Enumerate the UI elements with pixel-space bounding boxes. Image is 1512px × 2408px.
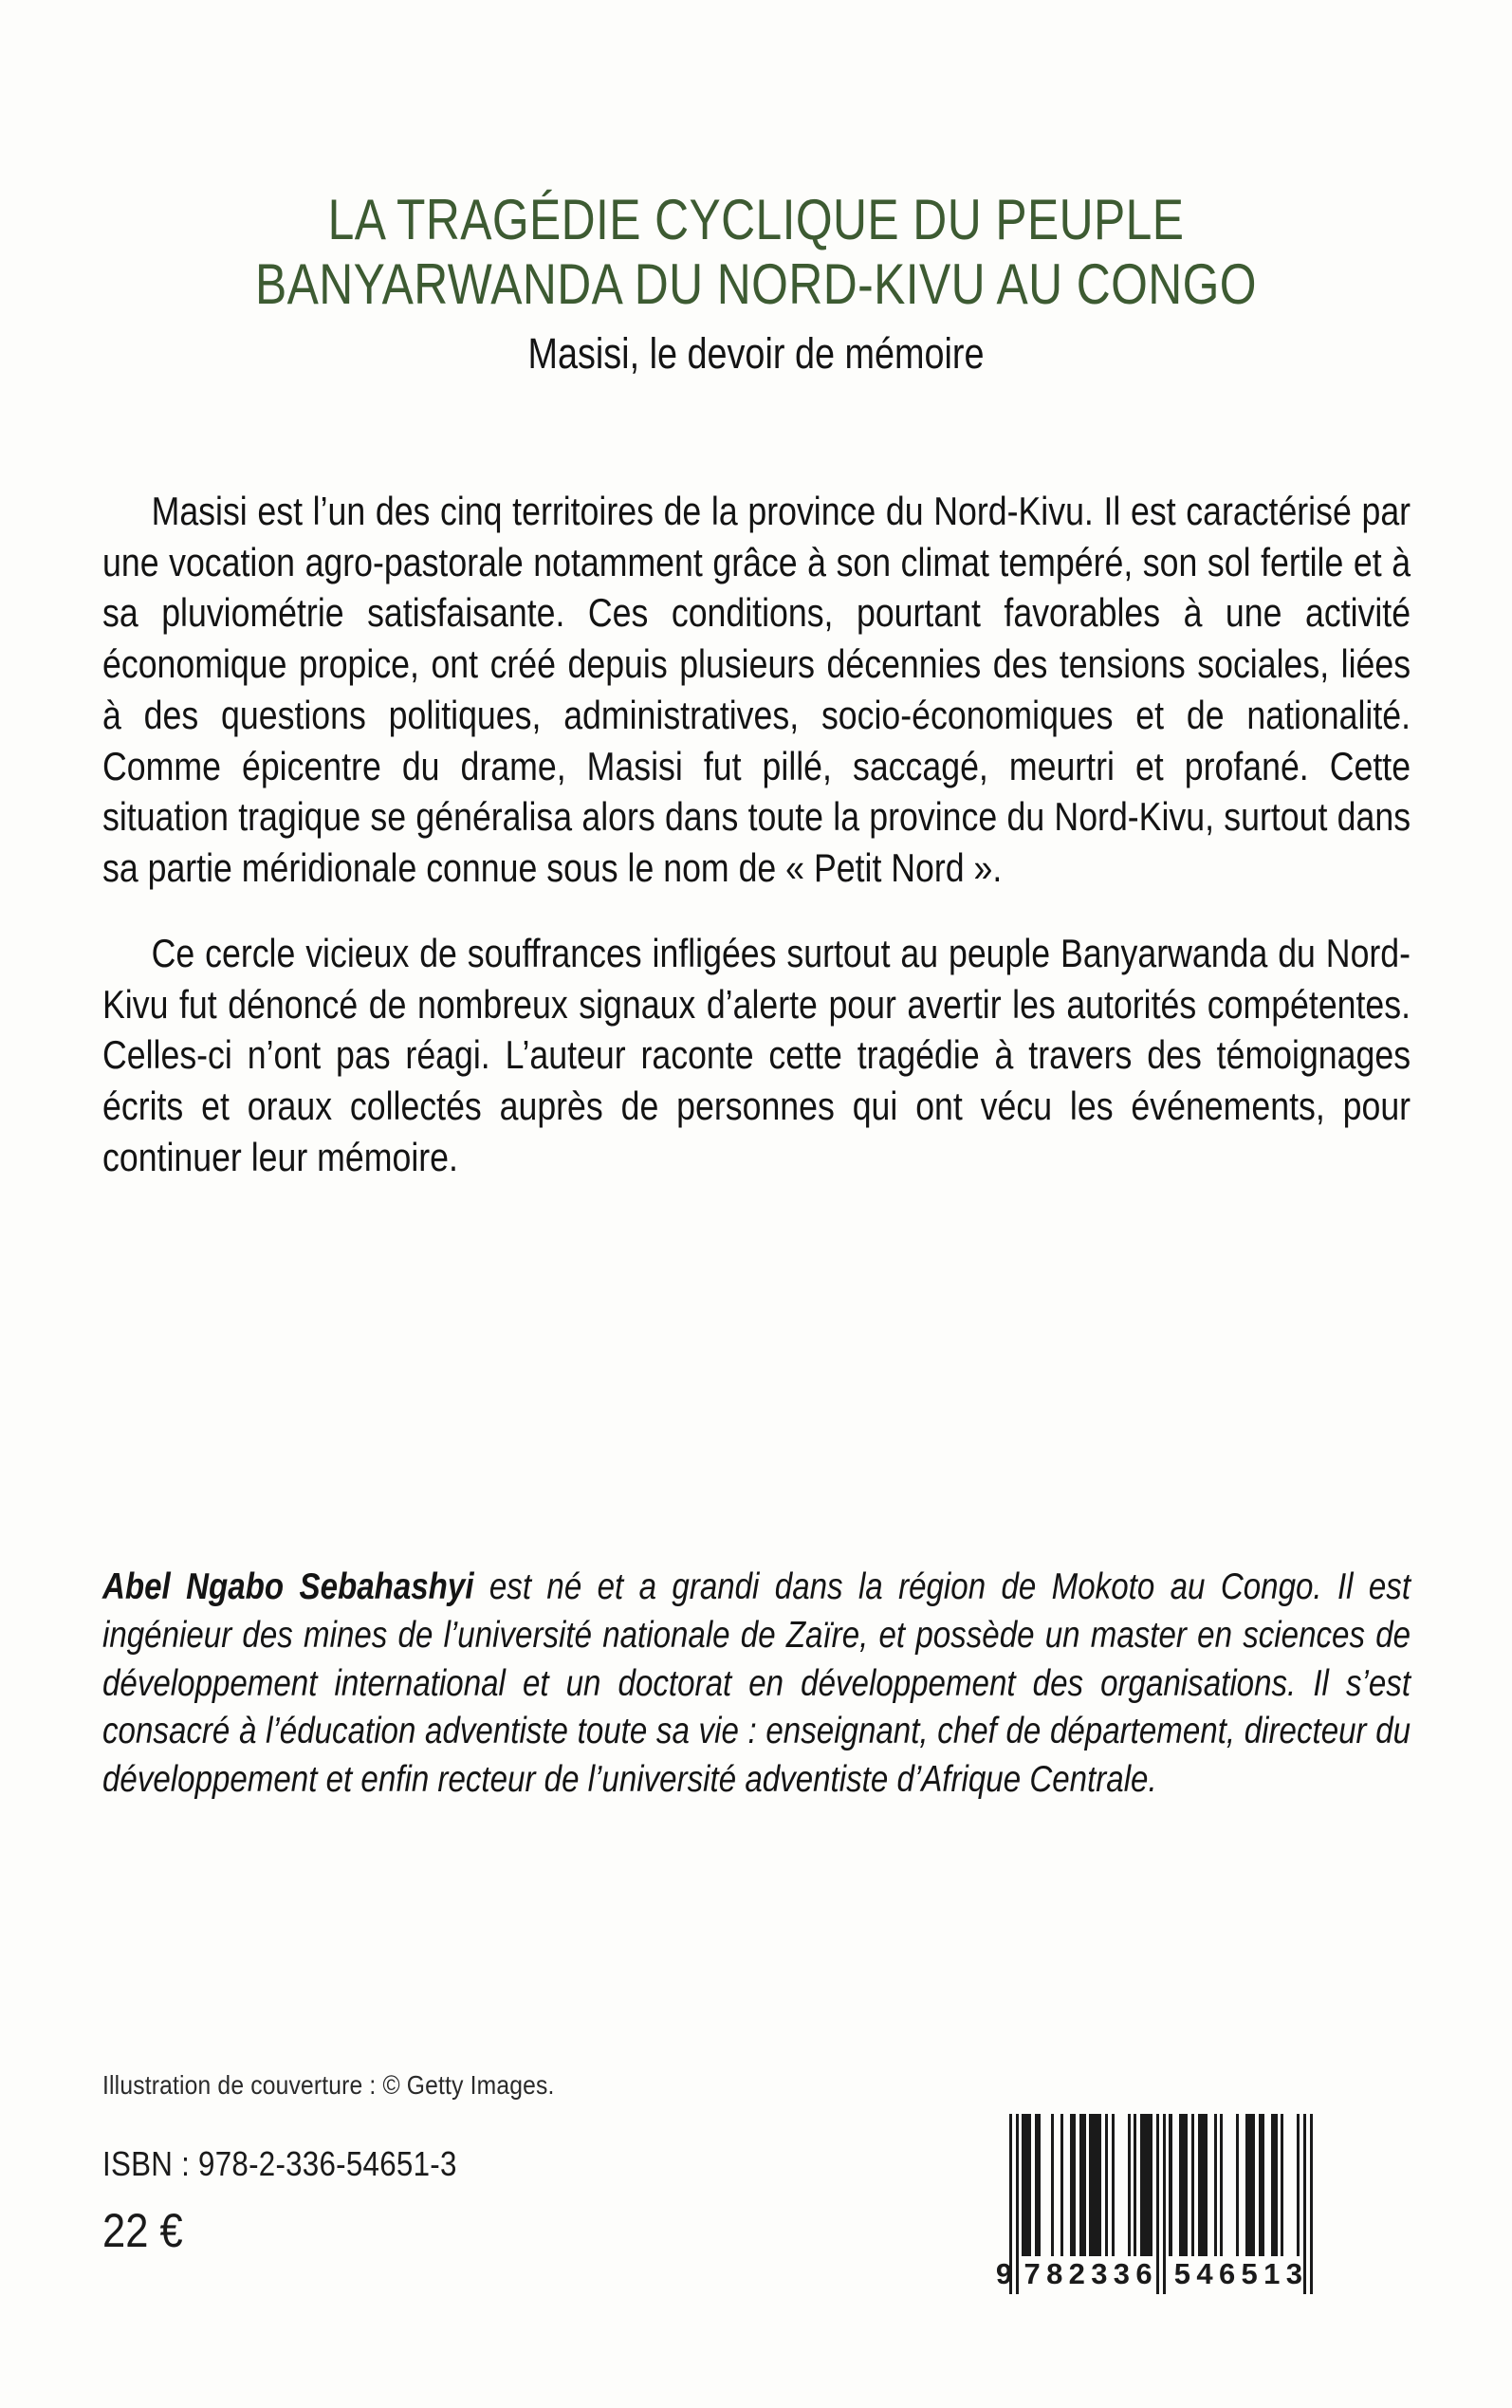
- barcode-bar: [1134, 2114, 1136, 2256]
- barcode-digit: 5: [1241, 2257, 1258, 2290]
- barcode-bar: [1214, 2114, 1217, 2256]
- footer-section: [102, 2070, 1411, 2257]
- barcode-digit: 5: [1173, 2257, 1191, 2290]
- barcode-bar: [1022, 2114, 1031, 2256]
- isbn-text: ISBN : 978-2-336-54651-3: [102, 2144, 457, 2183]
- author-bio-section: [102, 1564, 1411, 1805]
- price-text: 22 €: [102, 2204, 183, 2257]
- barcode-digit: 6: [1218, 2257, 1236, 2290]
- barcode-bar: [1112, 2114, 1115, 2256]
- barcode-bar: [1281, 2114, 1283, 2256]
- author-name: Abel Ngabo Sebahashyi: [102, 1566, 474, 1607]
- barcode-bar: [1060, 2114, 1063, 2256]
- author-bio-body: est né et a grandi dans la région de Mokoto au Congo. Il est ingénieur des mines de l’université nationale de Zaïre, et possède un master en sciences de développement international et un doctorat en développement des organisations. Il s’est consacré à l’éducation adventiste toute sa vie : enseignant, chef de département, directeur du développement et enfin recteur de l’université adventiste d’Afrique Centrale.: [102, 1566, 1411, 1801]
- barcode-bar: [1140, 2114, 1152, 2256]
- barcode-bar: [1198, 2114, 1208, 2256]
- barcode-digit: 2: [1068, 2257, 1085, 2290]
- barcode-digit: 3: [1113, 2257, 1131, 2290]
- blurb-paragraph-2: Ce cercle vicieux de souffrances infligées surtout au peuple Banyarwanda du Nord-Kivu fut dénoncé de nombreux signaux d’alerte pour avertir les autorités compétentes. Celles-ci n’ont pas réagi. L’auteur raconte cette tragédie à travers des témoignages écrits et oraux collectés auprès de personnes qui ont vécu les événements, pour continuer leur mémoire.: [102, 930, 1411, 1179]
- cover-credit: Illustration de couverture : © Getty Images.: [102, 2070, 555, 2100]
- barcode-bar: [1271, 2114, 1277, 2256]
- barcode-bar: [1220, 2114, 1223, 2256]
- barcode-bar: [1035, 2114, 1041, 2256]
- barcode-bar: [1079, 2114, 1085, 2256]
- barcode-bar: [1191, 2114, 1194, 2256]
- blurb-paragraph-1: Masisi est l’un des cinq territoires de la province du Nord-Kivu. Il est caractérisé par une vocation agro-pastorale notamment grâce à son climat tempéré, son sol fertile et à sa pluviométrie satisfaisante. Ces conditions, pourtant favorables à une activité économique propice, ont créé depuis plusieurs décennies des tensions sociales, liées à des questions politiques, administratives, socio-économiques et de nationalité. Comme épicentre du drame, Masisi fut pillé, saccagé, meurtri et profané. Cette situation tragique se généralisa alors dans toute la province du Nord-Kivu, surtout dans sa partie méridionale connue sous le nom de « Petit Nord ».: [102, 489, 1411, 891]
- barcode-bar: [1128, 2114, 1131, 2256]
- barcode-bar: [1259, 2114, 1264, 2256]
- barcode-bar: [1070, 2114, 1076, 2256]
- barcode-digit: 7: [1023, 2257, 1041, 2290]
- title-line-1: LA TRAGÉDIE CYCLIQUE DU PEUPLE: [327, 188, 1185, 251]
- barcode-digit: 1: [1263, 2257, 1281, 2290]
- barcode-digit: 4: [1196, 2257, 1213, 2290]
- barcode-digit-row: [995, 2254, 1313, 2294]
- author-bio-text: [102, 1564, 1411, 1805]
- blurb-section: [102, 486, 1411, 1212]
- barcode-bar: [1245, 2114, 1255, 2256]
- barcode-digit: 9: [995, 2257, 1013, 2290]
- barcode-digit: 6: [1135, 2257, 1152, 2290]
- barcode-bar: [1105, 2114, 1108, 2256]
- barcode-digit: 3: [1091, 2257, 1108, 2290]
- barcode-bar: [1169, 2114, 1171, 2256]
- barcode-bar: [1179, 2114, 1189, 2256]
- ean13-barcode: [995, 2114, 1313, 2294]
- book-subtitle: Masisi, le devoir de mémoire: [527, 328, 985, 378]
- barcode-digit: 8: [1046, 2257, 1063, 2290]
- barcode-bar: [1051, 2114, 1054, 2256]
- barcode-bar: [1236, 2114, 1239, 2256]
- barcode-bar: [1089, 2114, 1101, 2256]
- barcode-bar: [1297, 2114, 1300, 2256]
- title-block: [95, 188, 1417, 377]
- title-line-2: BANYARWANDA DU NORD-KIVU AU CONGO: [255, 251, 1257, 316]
- barcode-digit: 3: [1285, 2257, 1302, 2290]
